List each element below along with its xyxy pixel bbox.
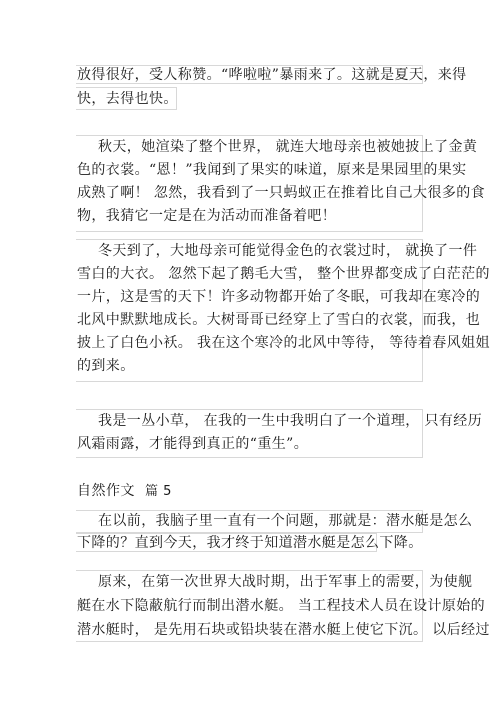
paragraph-line: 我是一丛小草， 在我的一生中我明白了一个道理， 只有经历 — [98, 413, 483, 429]
paragraph-line: 色的衣裳。“恩！”我闻到了果实的味道，原来是果园里的果实 — [77, 162, 467, 178]
paragraph-line: 潜水艇时， 是先用石块或铅块装在潜水艇上使它下沉。 以后经过 — [77, 622, 490, 638]
paragraph-line: 雪白的大衣。 忽然下起了鹅毛大雪， 整个世界都变成了白茫茫的 — [77, 266, 490, 282]
paragraph-line: 的到来。 — [77, 358, 135, 374]
paragraph-line: 北风中默默地成长。大树哥哥已经穿上了雪白的衣裳，而我，也 — [77, 312, 481, 328]
paragraph-line: 成熟了啊！ 忽然，我看到了一只蚂蚁正在推着比自己大很多的食 — [77, 185, 486, 201]
paragraph-line: 下降的？直到今天，我才终于知道潜水艇是怎么下降。 — [77, 535, 423, 551]
paragraph-line: 秋天，她渲染了整个世界， 就连大地母亲也被她披上了金黄 — [98, 139, 478, 155]
paragraph-line: 冬天到了，大地母亲可能觉得金色的衣裳过时， 就换了一件 — [98, 243, 478, 259]
paragraph-line: 披上了白色小袄。 我在这个寒冷的北风中等待， 等待着春风姐姐 — [77, 335, 490, 351]
paragraph-line: 在以前，我脑子里一直有一个问题，那就是：潜水艇是怎么 — [98, 513, 473, 529]
section-number: 篇 5 — [145, 484, 172, 499]
paragraph-line: 放得很好，受人称赞。“哗啦啦”暴雨来了。这就是夏天，来得 — [77, 67, 467, 83]
paragraph-line: 风霜雨露，才能得到真正的“重生”。 — [77, 436, 309, 452]
section-heading — [77, 482, 172, 501]
paragraph-line: 一片，这是雪的天下！许多动物都开始了冬眠，可我却在寒冷的 — [77, 289, 481, 305]
paragraph-line: 快，去得也快。 — [77, 91, 178, 107]
paragraph-line: 艇在水下隐蔽航行而制出潜水艇。 当工程技术人员在设计原始的 — [77, 598, 486, 614]
paragraph-line: 物，我猜它一定是在为活动而准备着吧！ — [77, 208, 337, 224]
section-title: 自然作文 — [77, 483, 135, 499]
paragraph-line: 原来，在第一次世界大战时期，出于军事上的需要，为使舰 — [98, 574, 473, 590]
